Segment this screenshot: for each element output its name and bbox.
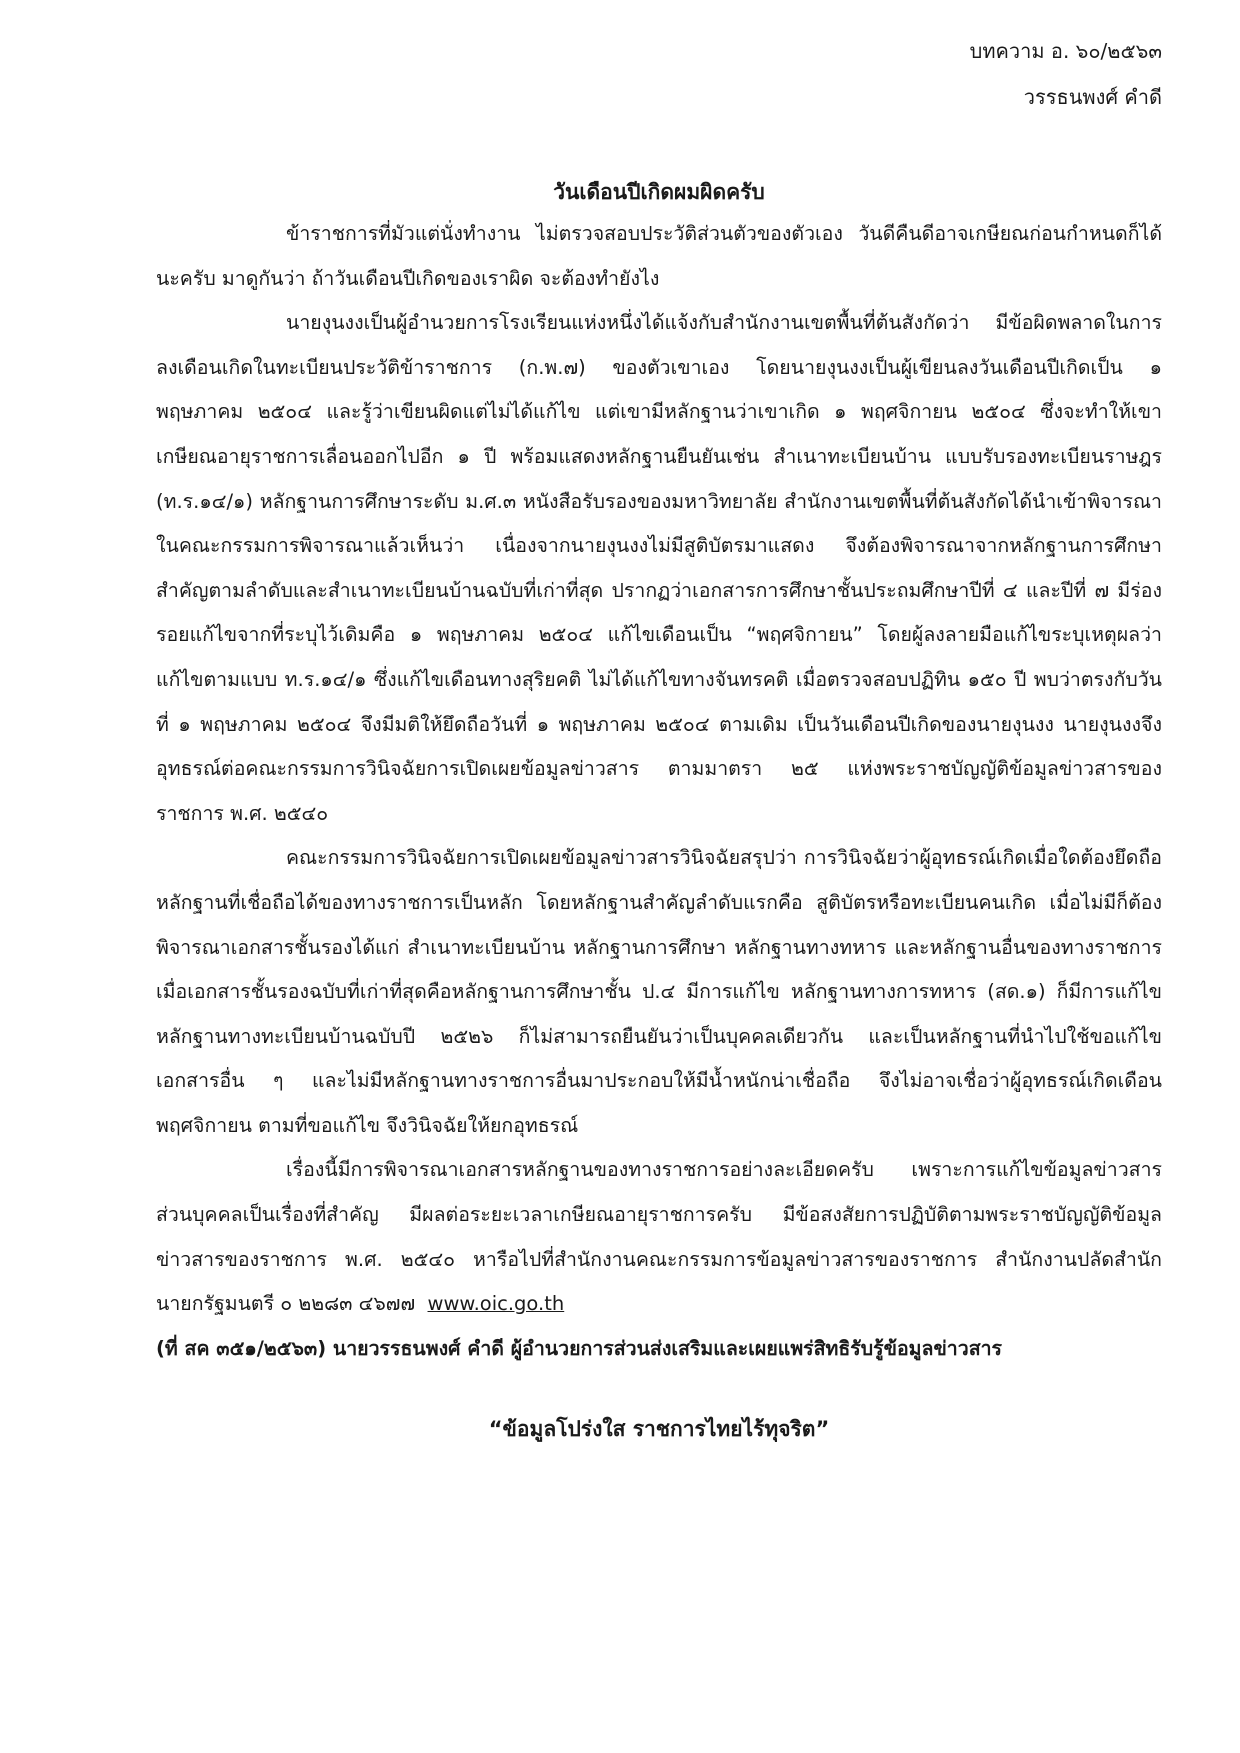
website-link[interactable]: www.oic.go.th (427, 1292, 565, 1316)
author-name: วรรธนพงศ์ คำดี (1023, 85, 1162, 109)
signature-line: (ที่ สค ๓๕๑/๒๕๖๓) นายวรรธนพงศ์ คำดี ผู้อำนวยการส่วนส่งเสริมและเผยแพร่สิทธิรับรู้ข้อมูลข่าวสาร (156, 1336, 1003, 1360)
paragraph-intro: ข้าราชการที่มัวแต่นั่งทำงาน ไม่ตรวจสอบประวัติส่วนตัวของตัวเอง วันดีคืนดีอาจเกษียณก่อนกำหนดก็ได้นะครับ มาดูกันว่า ถ้าวันเดือนปีเกิดของเราผิด จะต้องทำยังไง (156, 222, 1162, 290)
paragraph-closing (156, 1148, 1162, 1326)
closing-text: เรื่องนี้มีการพิจารณาเอกสารหลักฐานของทางราชการอย่างละเอียดครับ เพราะการแก้ไขข้อมูลข่าวสารส่วนบุคคลเป็นเรื่องที่สำคัญ มีผลต่อระยะเวลาเกษียณอายุราชการครับ มีข้อสงสัยการปฏิบัติตามพระราชบัญญัติข้อมูลข่าวสารของราชการ พ.ศ. ๒๕๔๐ หารือไปที่สำนักงานคณะกรรมการข้อมูลข่าวสารของราชการ สำนักงานปลัดสำนักนายกรัฐมนตรี ๐ ๒๒๘๓ ๔๖๗๗ (156, 1158, 1162, 1316)
article-title: วันเดือนปีเกิดผมผิดครับ (553, 180, 765, 204)
document-header (156, 28, 1162, 120)
article-number: บทความ อ. ๖๐/๒๕๖๓ (969, 39, 1162, 63)
paragraph-case: นายงุนงงเป็นผู้อำนวยการโรงเรียนแห่งหนึ่งได้แจ้งกับสำนักงานเขตพื้นที่ต้นสังกัดว่า มีข้อผิดพลาดในการลงเดือนเกิดในทะเบียนประวัติข้าราชการ (ก.พ.๗) ของตัวเขาเอง โดยนายงุนงงเป็นผู้เขียนลงวันเดือนปีเกิดเป็น ๑ พฤษภาคม ๒๕๐๔ และรู้ว่าเขียนผิดแต่ไม่ได้แก้ไข แต่เขามีหลักฐานว่าเขาเกิด ๑ พฤศจิกายน ๒๕๐๔ ซึ่งจะทำให้เขาเกษียณอายุราชการเลื่อนออกไปอีก ๑ ปี พร้อมแสดงหลักฐานยืนยันเช่น สำเนาทะเบียนบ้าน แบบรับรองทะเบียนราษฎร (ท.ร.๑๔/๑) หลักฐานการศึกษาระดับ ม.ศ.๓ หนังสือรับรองของมหาวิทยาลัย สำนักงานเขตพื้นที่ต้นสังกัดได้นำเข้าพิจารณาในคณะกรรมการพิจารณาแล้วเห็นว่า เนื่องจากนายงุนงงไม่มีสูติบัตรมาแสดง จึงต้องพิจารณาจากหลักฐานการศึกษาสำคัญตามลำดับและสำเนาทะเบียนบ้านฉบับที่เก่าที่สุด ปรากฏว่าเอกสารการศึกษาชั้นประถมศึกษาปีที่ ๔ และปีที่ ๗ มีร่องรอยแก้ไขจากที่ระบุไว้เดิมคือ ๑ พฤษภาคม ๒๕๐๔ แก้ไขเดือนเป็น “พฤศจิกายน” โดยผู้ลงลายมือแก้ไขระบุเหตุผลว่า แก้ไขตามแบบ ท.ร.๑๔/๑ ซึ่งแก้ไขเดือนทางสุริยคติ ไม่ได้แก้ไขทางจันทรคติ เมื่อตรวจสอบปฏิทิน ๑๕๐ ปี พบว่าตรงกับวันที่ ๑ พฤษภาคม ๒๕๐๔ จึงมีมติให้ยึดถือวันที่ ๑ พฤษภาคม ๒๕๐๔ ตามเดิม เป็นวันเดือนปีเกิดของนายงุนงง นายงุนงงจึงอุทธรณ์ต่อคณะกรรมการวินิจฉัยการเปิดเผยข้อมูลข่าวสาร ตามมาตรา ๒๕ แห่งพระราชบัญญัติข้อมูลข่าวสารของราชการ พ.ศ. ๒๕๔๐ (156, 311, 1162, 825)
slogan: “ข้อมูลโปร่งใส ราชการไทยไร้ทุจริต” (488, 1416, 830, 1441)
paragraph-ruling: คณะกรรมการวินิจฉัยการเปิดเผยข้อมูลข่าวสารวินิจฉัยสรุปว่า การวินิจฉัยว่าผู้อุทธรณ์เกิดเมื่อใดต้องยึดถือหลักฐานที่เชื่อถือได้ของทางราชการเป็นหลัก โดยหลักฐานสำคัญลำดับแรกคือ สูติบัตรหรือทะเบียนคนเกิด เมื่อไม่มีก็ต้องพิจารณาเอกสารชั้นรองได้แก่ สำเนาทะเบียนบ้าน หลักฐานการศึกษา หลักฐานทางทหาร และหลักฐานอื่นของทางราชการ เมื่อเอกสารชั้นรองฉบับที่เก่าที่สุดคือหลักฐานการศึกษาชั้น ป.๔ มีการแก้ไข หลักฐานทางการทหาร (สด.๑) ก็มีการแก้ไข หลักฐานทางทะเบียนบ้านฉบับปี ๒๕๒๖ ก็ไม่สามารถยืนยันว่าเป็นบุคคลเดียวกัน และเป็นหลักฐานที่นำไปใช้ขอแก้ไขเอกสารอื่น ๆ และไม่มีหลักฐานทางราชการอื่นมาประกอบให้มีน้ำหนักน่าเชื่อถือ จึงไม่อาจเชื่อว่าผู้อุทธรณ์เกิดเดือน พฤศจิกายน ตามที่ขอแก้ไข จึงวินิจฉัยให้ยกอุทธรณ์ (156, 846, 1162, 1137)
